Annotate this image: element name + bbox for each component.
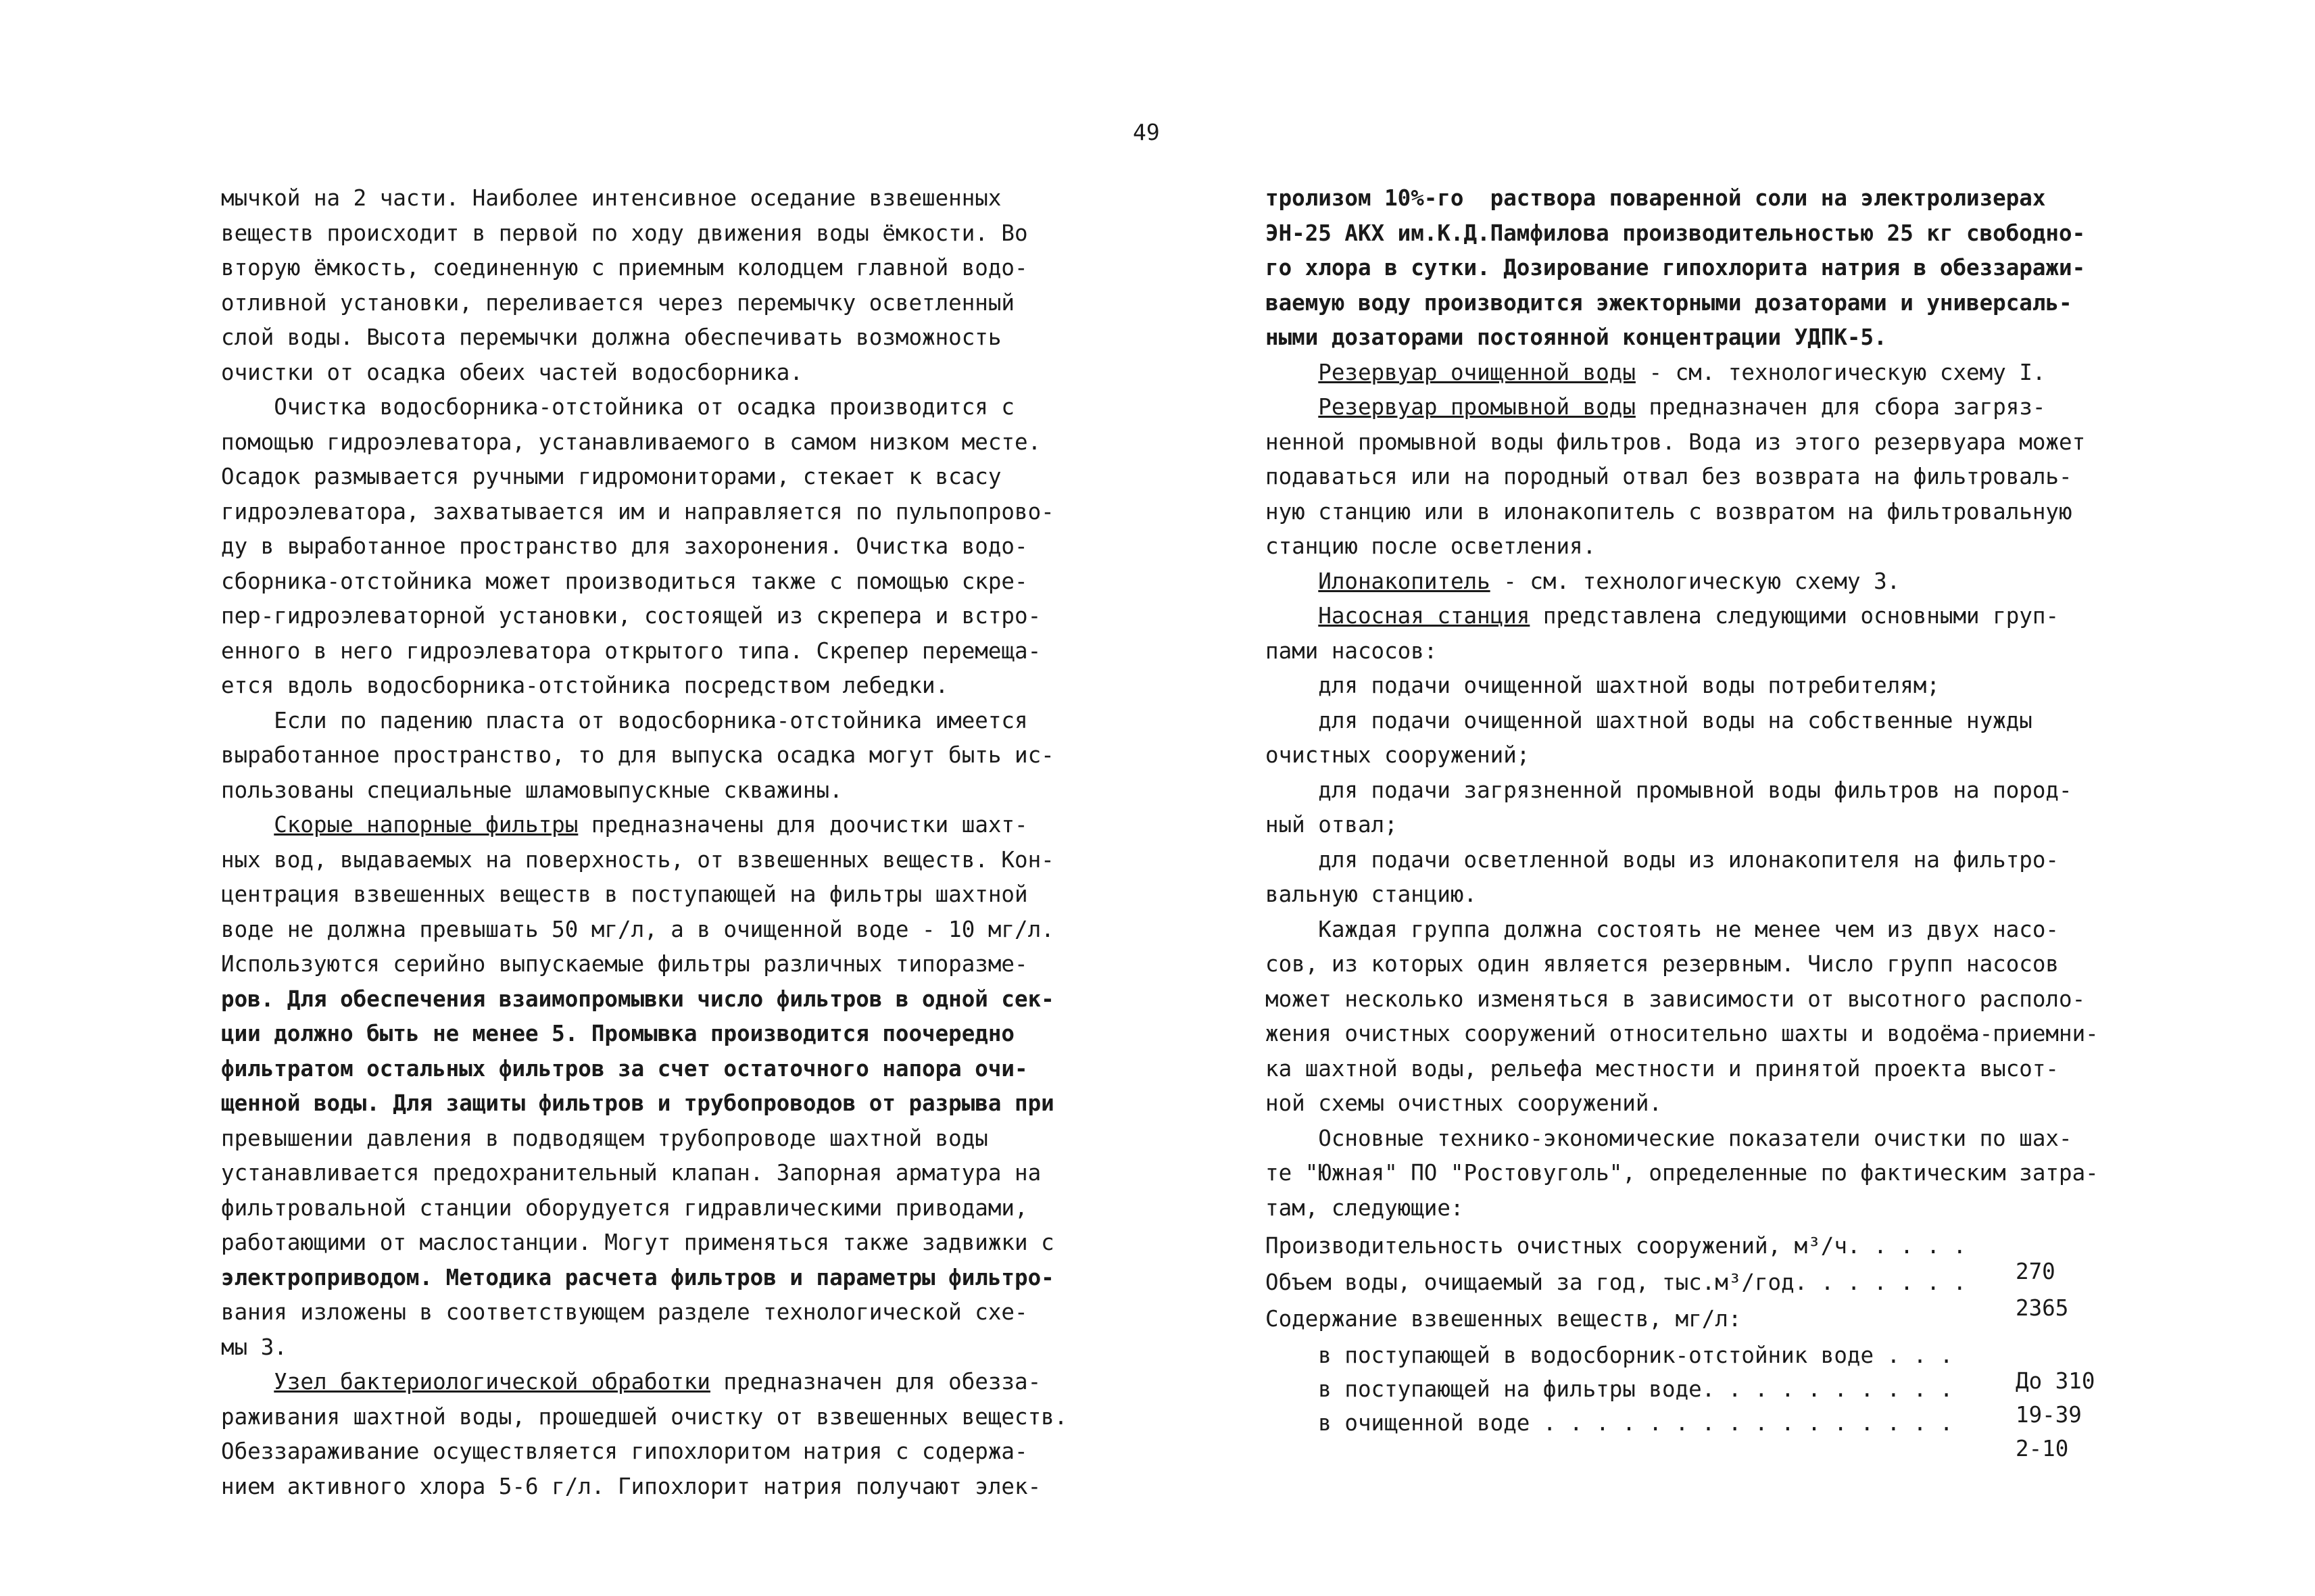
text-line: помощью гидроэлеватора, устанавливаемого в самом низком месте. bbox=[221, 429, 1042, 455]
text-line: Основные технико-экономические показатели очистки по шах- bbox=[1265, 1125, 2072, 1151]
text-line: выработанное пространство, то для выпуска осадка могут быть ис- bbox=[221, 742, 1054, 768]
spec-value: 2-10 bbox=[2016, 1436, 2069, 1461]
spec-value: До 310 bbox=[2016, 1368, 2095, 1394]
text-line: станцию после осветления. bbox=[1265, 533, 1597, 559]
text-line: гидроэлеватора, захватывается им и направляется по пульпопрово- bbox=[221, 498, 1054, 525]
spec-row bbox=[1265, 1280, 2144, 1332]
spec-value: 270 bbox=[2016, 1259, 2055, 1284]
text-line: ной схемы очистных сооружений. bbox=[1265, 1090, 1662, 1116]
spec-value: 2365 bbox=[2016, 1295, 2069, 1321]
text-line: ров. Для обеспечения взаимопромывки число фильтров в одной сек- bbox=[221, 986, 1054, 1012]
text-line: жения очистных сооружений относительно шахты и водоёма-приемни- bbox=[1265, 1021, 2099, 1046]
text-line: вальную станцию. bbox=[1265, 881, 1478, 907]
text-line: вторую ёмкость, соединенную с приемным колодцем главной водо- bbox=[221, 255, 1028, 281]
spec-value: 19-39 bbox=[2016, 1402, 2082, 1428]
text-line: ется вдоль водосборника-отстойника посредством лебедки. bbox=[221, 673, 949, 698]
text-line: там, следующие: bbox=[1265, 1194, 1464, 1221]
text-line: подаваться или на породный отвал без возврата на фильтроваль- bbox=[1265, 464, 2072, 489]
section-term: Резервуар промывной воды bbox=[1318, 394, 1636, 420]
spec-label: в поступающей в водосборник-отстойник воде . . . bbox=[1265, 1343, 1953, 1368]
text-line: устанавливается предохранительный клапан. Запорная арматура на bbox=[221, 1160, 1042, 1186]
page-number: 49 bbox=[1133, 119, 1160, 145]
text-line: мы 3. bbox=[221, 1334, 287, 1360]
section-term: Илонакопитель bbox=[1318, 568, 1490, 594]
text-line: ваемую воду производится эжекторными дозаторами и универсаль- bbox=[1265, 289, 2072, 316]
text-line: ную станцию или в илонакопитель с возвратом на фильтровальную bbox=[1265, 498, 2072, 525]
specs-table bbox=[1265, 1207, 2144, 1461]
text-line: Скорые напорные фильтры предназначены для доочистки шахт- bbox=[274, 812, 1028, 838]
spec-label: в очищенной воде . . . . . . . . . . . . . . . . bbox=[1265, 1410, 1953, 1436]
text-line: Обеззараживание осуществляется гипохлоритом натрия с содержа- bbox=[221, 1438, 1028, 1464]
right-column bbox=[1265, 181, 2164, 1226]
text-line: превышении давления в подводящем трубопроводе шахтной воды bbox=[221, 1125, 988, 1151]
text-line: го хлора в сутки. Дозирование гипохлорита натрия в обеззаражи- bbox=[1265, 255, 2086, 281]
text-line: центрация взвешенных веществ в поступающей на фильтры шахтной bbox=[221, 881, 1028, 907]
text-line: для подачи очищенной шахтной воды потребителям; bbox=[1265, 673, 1940, 698]
text-line: Узел бактериологической обработки предназначен для обезза- bbox=[274, 1369, 1042, 1395]
text-line: нием активного хлора 5-6 г/л. Гипохлорит натрия получают элек- bbox=[221, 1473, 1042, 1499]
text-line: воде не должна превышать 50 мг/л, а в очищенной воде - 10 мг/л. bbox=[221, 916, 1054, 942]
text-line: отливной установки, переливается через перемычку осветленный bbox=[221, 289, 1015, 316]
text-line: может несколько изменяться в зависимости от высотного располо- bbox=[1265, 986, 2086, 1012]
spec-label: Объем воды, очищаемый за год, тыс.м³/год. . . . . . . bbox=[1265, 1269, 1967, 1295]
text-line: пер-гидроэлеваторной установки, состоящей из скрепера и встро- bbox=[221, 603, 1042, 629]
text-line: мычкой на 2 части. Наиболее интенсивное оседание взвешенных bbox=[221, 185, 1002, 211]
text-line: работающими от маслостанции. Могут применяться также задвижки с bbox=[221, 1230, 1054, 1255]
text-line: те "Южная" ПО "Ростовуголь", определенные по фактическим затра- bbox=[1265, 1160, 2099, 1186]
text-line: щенной воды. Для защиты фильтров и трубопроводов от разрыва при bbox=[221, 1090, 1054, 1116]
text-line: ЭН-25 АКХ им.К.Д.Памфилова производительностью 25 кг свободно- bbox=[1265, 220, 2086, 246]
text-line: для подачи осветленной воды из илонакопителя на фильтро- bbox=[1265, 846, 2059, 873]
text-line: Каждая группа должна состоять не менее чем из двух насо- bbox=[1265, 916, 2059, 942]
spec-label: Содержание взвешенных веществ, мг/л: bbox=[1265, 1306, 1742, 1332]
text-line: ду в выработанное пространство для захоронения. Очистка водо- bbox=[221, 533, 1028, 559]
text-line: для подачи загрязненной промывной воды фильтров на пород- bbox=[1265, 777, 2072, 803]
text-line: сборника-отстойника может производиться также с помощью скре- bbox=[221, 568, 1028, 594]
text-line: для подачи очищенной шахтной воды на собственные нужды bbox=[1265, 707, 2032, 733]
text-line: Осадок размывается ручными гидромониторами, стекает к всасу bbox=[221, 464, 1002, 489]
text-line: сов, из которых один является резервным. Число групп насосов bbox=[1265, 951, 2059, 977]
text-line: Илонакопитель - см. технологическую схему 3. bbox=[1318, 568, 1901, 594]
text-line: очистных сооружений; bbox=[1265, 742, 1530, 768]
text-line: Насосная станция представлена следующими основными груп- bbox=[1318, 603, 2060, 629]
text-line: раживания шахтной воды, прошедшей очистку от взвешенных веществ. bbox=[221, 1403, 1068, 1430]
text-line: Используются серийно выпускаемые фильтры различных типоразме- bbox=[221, 951, 1028, 977]
text-line: веществ происходит в первой по ходу движения воды ёмкости. Во bbox=[221, 220, 1028, 246]
text-line: ции должно быть не менее 5. Промывка производится поочередно bbox=[221, 1021, 1015, 1046]
text-line: ненной промывной воды фильтров. Вода из этого резервуара может bbox=[1265, 429, 2086, 455]
spec-row bbox=[1265, 1384, 2144, 1461]
text-line: электроприводом. Методика расчета фильтров и параметры фильтро- bbox=[221, 1264, 1054, 1290]
text-line: фильтровальной станции оборудуется гидравлическими приводами, bbox=[221, 1194, 1028, 1221]
section-term: Узел бактериологической обработки bbox=[274, 1369, 710, 1395]
spec-label: в поступающей на фильтры воде. . . . . . . . . . bbox=[1265, 1376, 1953, 1402]
text-line: слой воды. Высота перемычки должна обеспечивать возможность bbox=[221, 324, 1002, 350]
text-line: ка шахтной воды, рельефа местности и принятой проекта высот- bbox=[1265, 1055, 2059, 1082]
text-line: Резервуар промывной воды предназначен для сбора загряз- bbox=[1318, 394, 2046, 420]
text-line: фильтратом остальных фильтров за счет остаточного напора очи- bbox=[221, 1055, 1028, 1082]
text-line: пользованы специальные шламовыпускные скважины. bbox=[221, 777, 843, 803]
section-term: Насосная станция bbox=[1318, 603, 1530, 629]
text-line: очистки от осадка обеих частей водосборника. bbox=[221, 359, 803, 385]
left-column bbox=[221, 181, 1100, 1504]
text-line: Если по падению пласта от водосборника-отстойника имеется bbox=[221, 707, 1028, 733]
text-line: енного в него гидроэлеватора открытого типа. Скрепер перемеща- bbox=[221, 637, 1042, 664]
text-line: Очистка водосборника-отстойника от осадка производится с bbox=[221, 394, 1015, 420]
text-line: Резервуар очищенной воды - см. технологическую схему I. bbox=[1318, 359, 2046, 385]
text-line: тролизом 10%-го раствора поваренной соли на электролизерах bbox=[1265, 185, 2046, 211]
text-line: ными дозаторами постоянной концентрации УДПК-5. bbox=[1265, 324, 1887, 350]
section-term: Скорые напорные фильтры bbox=[274, 812, 579, 838]
text-line: пами насосов: bbox=[1265, 637, 1438, 664]
text-line: ных вод, выдаваемых на поверхность, от взвешенных веществ. Кон- bbox=[221, 846, 1054, 873]
text-line: ный отвал; bbox=[1265, 812, 1398, 838]
section-term: Резервуар очищенной воды bbox=[1318, 359, 1636, 385]
text-line: вания изложены в соответствующем разделе технологической схе- bbox=[221, 1299, 1028, 1325]
spec-label: Производительность очистных сооружений, м³/ч. . . . . bbox=[1265, 1233, 1967, 1259]
